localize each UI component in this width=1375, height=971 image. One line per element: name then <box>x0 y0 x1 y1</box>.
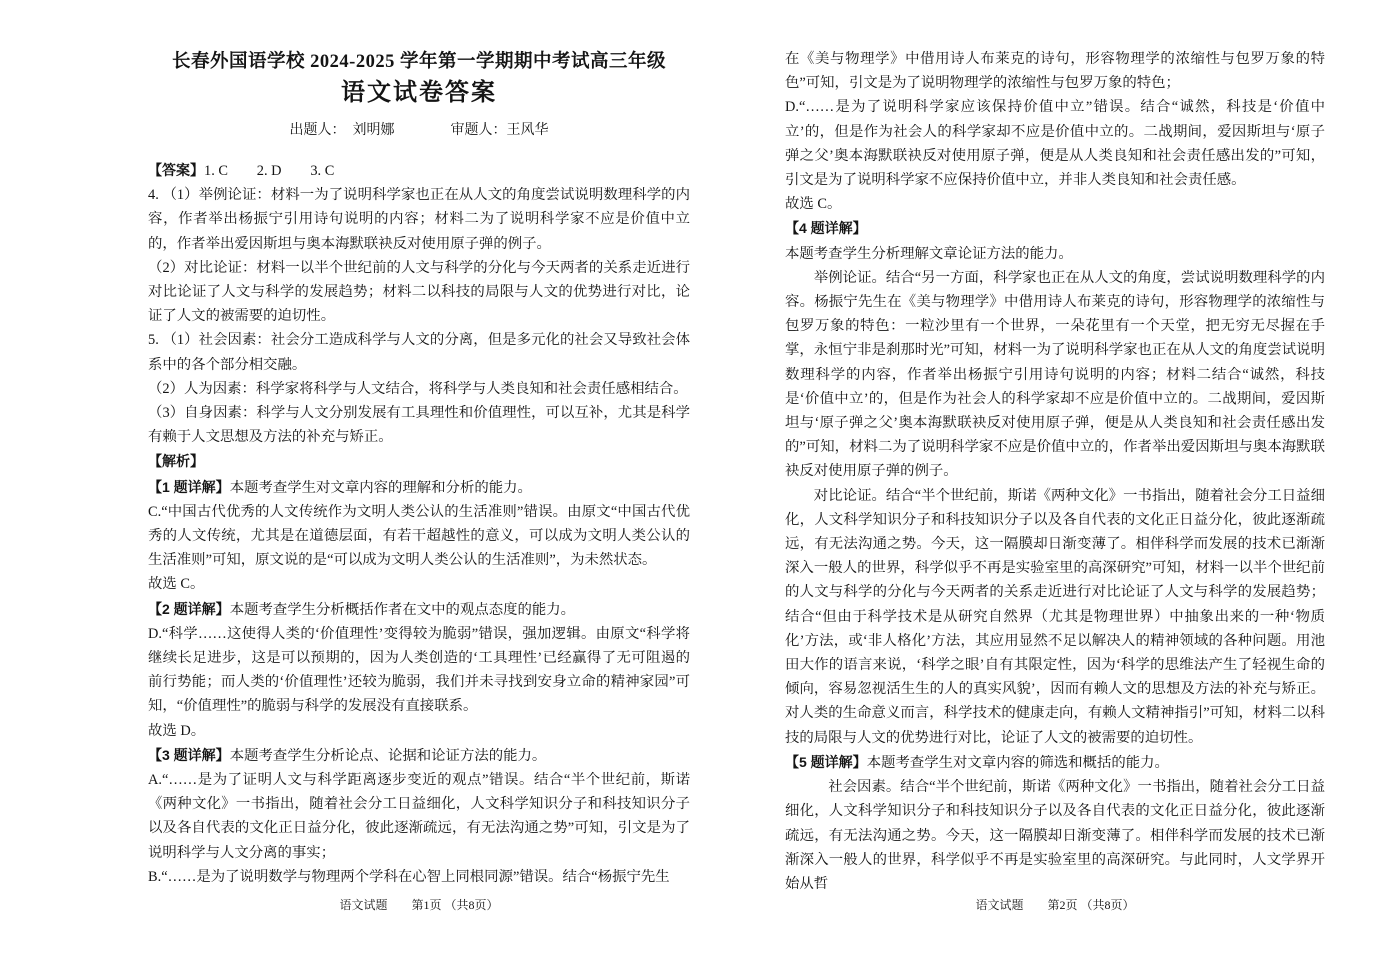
paragraph: 对比论证。结合“半个世纪前，斯诺《两种文化》一书指出，随着社会分工日益细化，人文科学知识分子和科技知识分子以及各自代表的文化正日益分化，彼此逐渐疏远，有无法沟通之势。今天，这一隔膜却日渐变薄了。相伴科学而发展的技术已渐渐深入一般人的世界，科学似乎不再是实验室里的高深研究”可知，材料一以半个世纪前的人文与科学的分化与今天两者的关系走近进行对比论证了人文与科学的发展趋势；结合“但由于科学技术是从研究自然界（尤其是物理世界）中抽象出来的一种‘物质化’方法，或‘非人格化’方法，其应用显然不足以解决人的精神领域的各种问题。用池田大作的语言来说，‘科学之眼’自有其限定性，因为‘科学的思维法产生了轻视生命的倾向，容易忽视活生生的人的真实风貌’，因而有赖人文的思想及方法的补充与矫正。对人类的生命意义而言，科学技术的健康走向，有赖人文精神指引”可知，材料二以科技的局限与人文的优势进行对比，论证了人文的被需要的迫切性。 <box>785 487 1325 746</box>
paragraph <box>785 216 1325 241</box>
paragraph: 社会因素。结合“半个世纪前，斯诺《两种文化》一书指出，随着社会分工日益细化，人文科学知识分子和科技知识分子以及各自代表的文化正日益分化，彼此逐渐疏远，有无法沟通之势。今天，这一隔膜却日渐变薄了。相伴科学而发展的技术已渐渐深入一般人的世界，科学似乎不再是实验室里的高深研究。与此同时，人文学界开始从哲 <box>785 779 1325 892</box>
paragraph: 【答案】1. C 2. D 3. C <box>148 161 335 179</box>
paragraph-bold-label: 【1 题详解】 <box>148 478 230 495</box>
paragraph: 【3 题详解】本题考查学生分析论点、论据和论证方法的能力。 <box>148 746 547 764</box>
paragraph: D.“……是为了说明科学家应该保持价值中立”错误。结合“诚然，科技是‘价值中立’的，但是作为社会人的科学家却不应是价值中立的。二战期间，爱因斯坦与‘原子弹之父’奥本海默联袂反对使用原子弹，便是从人类良知和社会责任感出发的”可知，引文是为了说明科学家不应保持价值中立，并非人类良知和社会责任感。 <box>785 99 1325 189</box>
page-2-body <box>785 47 1325 896</box>
paragraph: （3）自身因素：科学与人文分别发展有工具理性和价值理性，可以互补，尤其是科学有赖于人文思想及方法的补充与矫正。 <box>148 405 690 446</box>
paragraph: 5. （1）社会因素：社会分工造成科学与人文的分离，但是多元化的社会又导致社会体系中的各个部分相交融。 <box>148 332 690 373</box>
page-1 <box>148 0 690 971</box>
paragraph: （2）人为因素：科学家将科学与人文结合，将科学与人类良知和社会责任感相结合。 <box>148 380 688 397</box>
paper-title: 语文试卷答案 <box>341 79 497 106</box>
paragraph-bold-label: 【2 题详解】 <box>148 600 230 617</box>
paragraph: 故选 C。 <box>148 576 205 593</box>
paragraph: B.“……是为了说明数学与物理两个学科在心智上同根同源”错误。结合“杨振宁先生 <box>148 868 670 885</box>
paragraph: 4. （1）举例论证：材料一为了说明科学家也正在从人文的角度尝试说明数理科学的内容，作者举出杨振宁引用诗句说明的内容；材料二为了说明科学家不应是价值中立的，作者举出爱因斯坦与奥本海默联袂反对使用原子弹的例子。 <box>148 187 690 252</box>
paragraph-bold-label: 【3 题详解】 <box>148 746 230 763</box>
paragraph-bold-label: 【答案】 <box>148 161 204 178</box>
paragraph: 【1 题详解】本题考查学生对文章内容的理解和分析的能力。 <box>148 478 532 496</box>
exam-title: 长春外国语学校 2024-2025 学年第一学期期中考试高三年级 <box>172 52 666 72</box>
authors-line: 出题人： 刘明娜 审题人：王风华 <box>289 122 549 138</box>
paragraph: A.“……是为了证明人文与科学距离逐步变近的观点”错误。结合“半个世纪前，斯诺《两种文化》一书指出，随着社会分工日益细化，人文科学知识分子和科技知识分子以及各自代表的文化正日益分化，彼此逐渐疏远，有无法沟通之势”可知，引文是为了说明科学与人文分离的事实； <box>148 772 690 861</box>
paragraph: 故选 D。 <box>148 722 206 739</box>
page-1-body <box>148 158 690 889</box>
paragraph: 【5 题详解】本题考查学生对文章内容的筛选和概括的能力。 <box>785 753 1169 771</box>
paragraph-bold-label: 【4 题详解】 <box>785 220 867 237</box>
page-2 <box>785 0 1325 971</box>
paragraph: 本题考查学生分析理解文章论证方法的能力。 <box>785 245 1073 262</box>
paragraph: 在《美与物理学》中借用诗人布莱克的诗句，形容物理学的浓缩性与包罗万象的特色”可知，引文是为了说明物理学的浓缩性与包罗万象的特色； <box>785 51 1325 92</box>
paragraph: 故选 C。 <box>785 196 842 213</box>
paragraph-bold-label: 【5 题详解】 <box>785 753 867 770</box>
paragraph: 【2 题详解】本题考查学生分析概括作者在文中的观点态度的能力。 <box>148 600 576 618</box>
paragraph: C.“中国古代优秀的人文传统作为文明人类公认的生活准则”错误。由原文“中国古代优秀的人文传统，尤其是在道德层面，有若干超越性的意义，可以成为文明人类公认的生活准则”可知，原文说的是“可以成为文明人类公认的生活准则”，为未然状态。 <box>148 503 690 569</box>
page-1-header <box>148 50 690 139</box>
paragraph-bold-label: 【解析】 <box>148 453 204 470</box>
paragraph: 举例论证。结合“另一方面，科学家也正在从人文的角度，尝试说明数理科学的内容。杨振宁先生在《美与物理学》中借用诗人布莱克的诗句，形容物理学的浓缩性与包罗万象的特色：一粒沙里有一个世界，一朵花里有一个天堂，把无穷无尽握在手掌，永恒宁非是刹那时光”可知，材料一为了说明科学家也正在从人文的角度尝试说明数理科学的内容，作者举出杨振宁引用诗句说明的内容；材料二结合“诚然，科技是‘价值中立’的，但是作为社会人的科学家却不应是价值中立的。二战期间，爱因斯坦与‘原子弹之父’奥本海默联袂反对使用原子弹，便是从人类良知和社会责任感出发的”可知，材料二为了说明科学家不应是价值中立的，作者举出爱因斯坦与奥本海默联袂反对使用原子弹的例子。 <box>785 269 1325 480</box>
paragraph: D.“科学……这使得人类的‘价值理性’变得较为脆弱”错误，强加逻辑。由原文“科学将继续长足进步，这是可以预期的，因为人类创造的‘工具理性’已经赢得了无可阻遏的前行势能；而人类的‘价值理性’还较为脆弱，我们并未寻找到安身立命的精神家园”可知，“价值理性”的脆弱与科学的发展没有直接联系。 <box>148 625 690 715</box>
page-2-footer: 语文试题 第2页 （共8页） <box>975 898 1135 912</box>
page-1-footer: 语文试题 第1页 （共8页） <box>339 898 499 912</box>
paragraph <box>148 449 690 474</box>
paragraph: （2）对比论证：材料一以半个世纪前的人文与科学的分化与今天两者的关系走近进行对比论证了人文与科学的发展趋势；材料二以科技的局限与人文的优势进行对比，论证了人文的被需要的迫切性。 <box>148 259 690 325</box>
